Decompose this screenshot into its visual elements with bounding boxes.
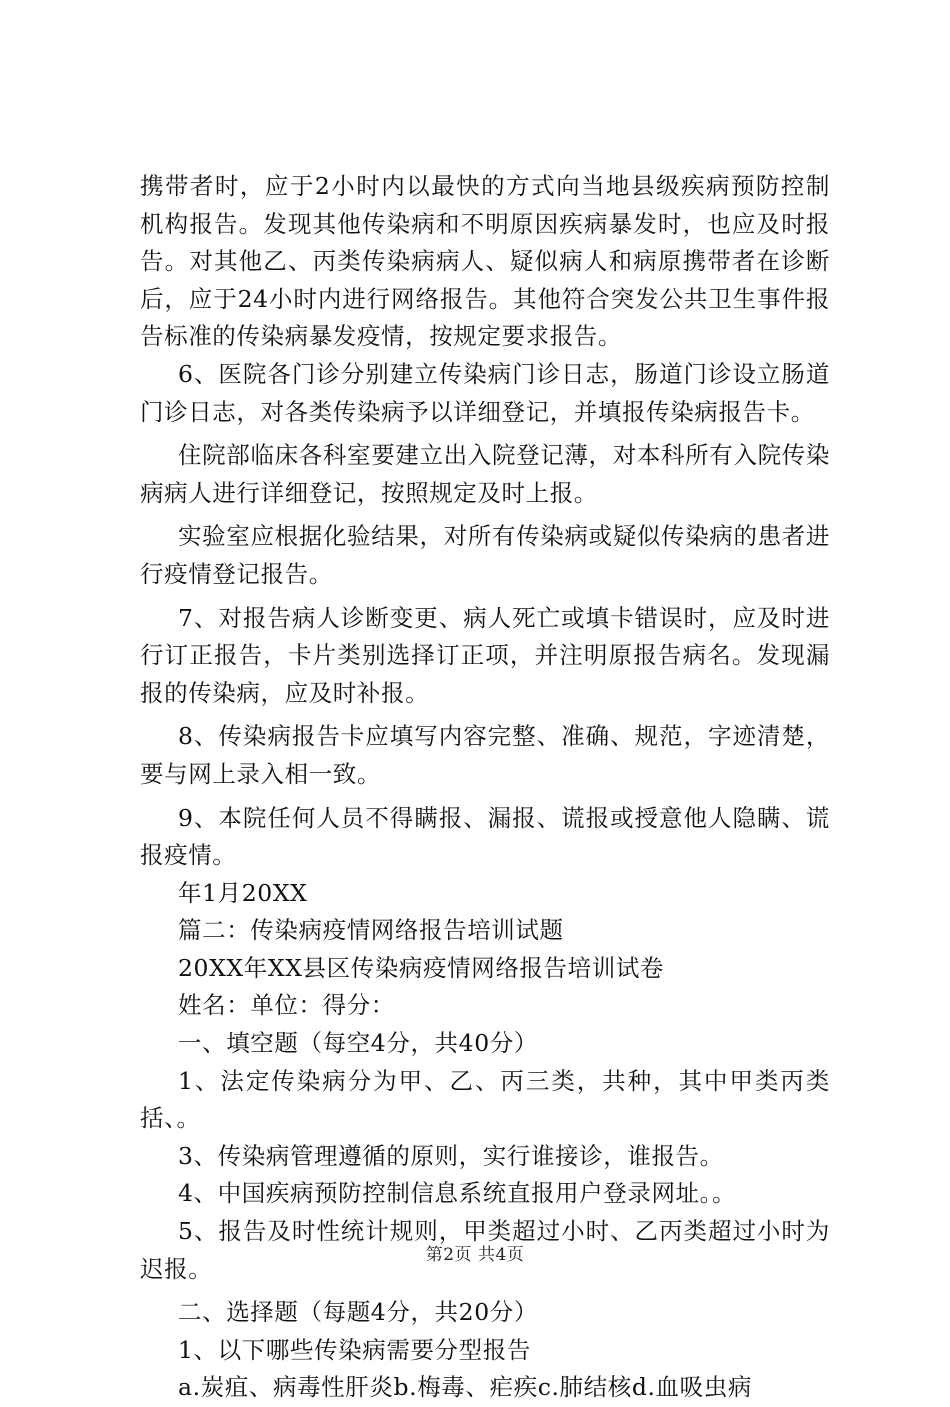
document-body xyxy=(140,168,830,1407)
paragraph-laboratory: 实验室应根据化验结果，对所有传染病或疑似传染病的患者进行疫情登记报告。 xyxy=(140,522,830,588)
choice-options: a.炭疽、病毒性肝炎b.梅毒、疟疾c.肺结核d.血吸虫病 xyxy=(178,1373,752,1402)
choice-heading: 二、选择题（每题4分，共20分） xyxy=(178,1298,538,1327)
paragraph-item-9: 9、本院任何人员不得瞒报、漏报、谎报或授意他人隐瞒、谎报疫情。 xyxy=(140,803,830,870)
paragraph-1: 携带者时，应于2小时内以最快的方式向当地县级疾病预防控制机构报告。发现其他传染病和不明原因疾病暴发时，也应及时报告。对其他乙、丙类传染病病人、疑似病人和病原携带者在诊断后，应于24小时内进行网络报告。其他符合突发公共卫生事件报告标准的传染病暴发疫情，按规定要求报告。 xyxy=(140,172,830,351)
fill-in-heading: 一、填空题（每空4分，共40分） xyxy=(178,1029,538,1058)
choice-question-1: 1、以下哪些传染病需要分型报告 xyxy=(178,1335,531,1364)
paragraph-inpatient: 住院部临床各科室要建立出入院登记薄，对本科所有入院传染病病人进行详细登记，按照规定及时上报。 xyxy=(140,441,830,507)
section-title: 篇二：传染病疫情网络报告培训试题 xyxy=(178,916,564,945)
question-5: 5、报告及时性统计规则，甲类超过小时、乙丙类超过小时为迟报。 xyxy=(140,1217,830,1283)
paragraph-item-7: 7、对报告病人诊断变更、病人死亡或填卡错误时，应及时进行订正报告，卡片类别选择订正项，并注明原报告病名。发现漏报的传染病，应及时补报。 xyxy=(140,603,830,707)
question-4: 4、中国疾病预防控制信息系统直报用户登录网址。。 xyxy=(178,1179,737,1208)
exam-title: 20XX年XX县区传染病疫情网络报告培训试卷 xyxy=(178,953,665,982)
date-line: 年1月20XX xyxy=(178,878,308,907)
paragraph-item-6: 6、医院各门诊分别建立传染病门诊日志，肠道门诊设立肠道门诊日志，对各类传染病予以详细登记，并填报传染病报告卡。 xyxy=(140,359,830,426)
question-1: 1、法定传染病分为甲、乙、丙三类，共种，其中甲类丙类括、。 xyxy=(140,1066,830,1133)
paragraph-item-8: 8、传染病报告卡应填写内容完整、准确、规范，字迹清楚，要与网上录入相一致。 xyxy=(140,722,830,788)
page-footer: 第2页 共4页 xyxy=(425,1245,525,1265)
question-3: 3、传染病管理遵循的原则，实行谁接诊，谁报告。 xyxy=(178,1141,724,1170)
exam-info-line: 姓名：单位：得分： xyxy=(178,991,395,1020)
